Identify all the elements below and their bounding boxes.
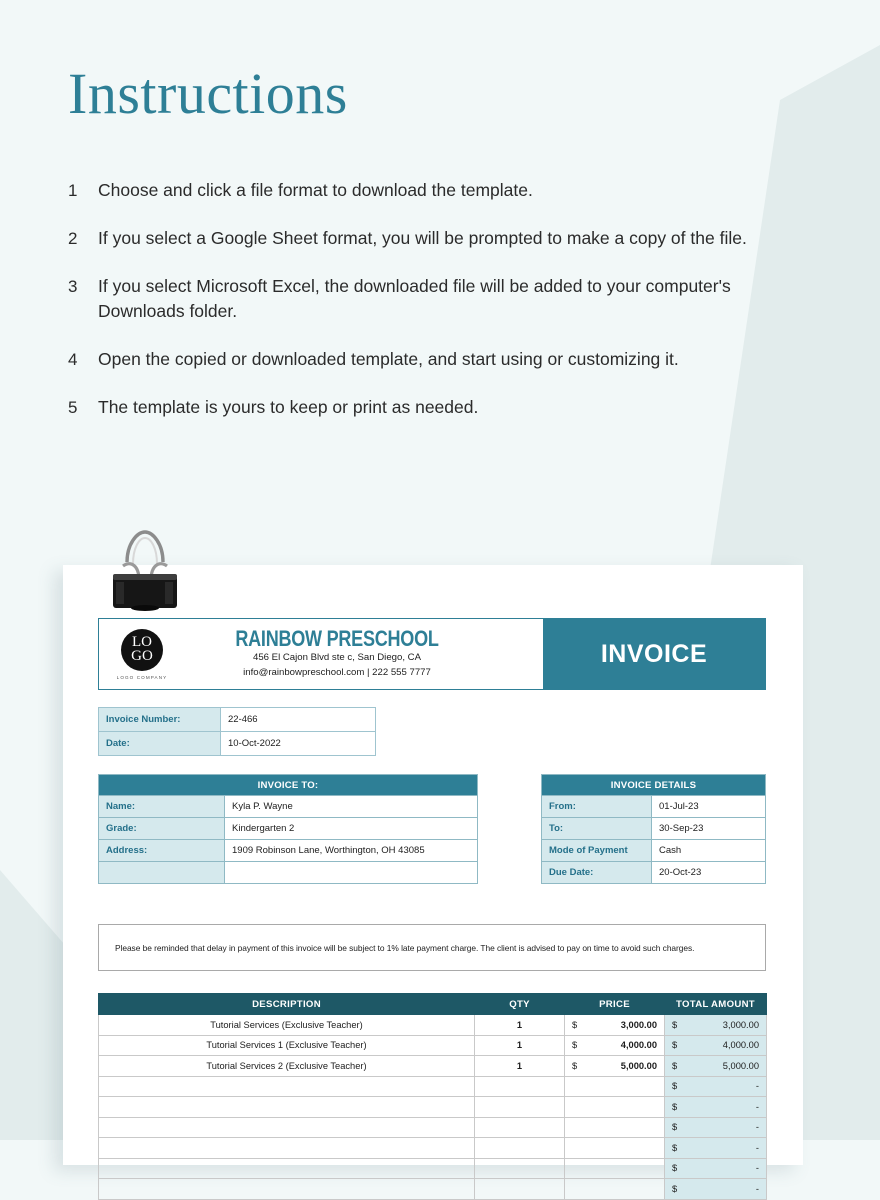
- payment-note-text: Please be reminded that delay in payment of this invoice will be subject to 1% late payment charge. The client is advised to pay on time to avoid such charges.: [115, 942, 695, 953]
- step-number: 3: [68, 276, 78, 296]
- step-number: 4: [68, 350, 78, 370]
- item-price-cell[interactable]: [565, 1097, 665, 1118]
- items-table-row: [99, 1117, 767, 1138]
- instruction-step: [68, 395, 768, 421]
- instructions-section: [0, 0, 880, 421]
- step-text: If you select a Google Sheet format, you will be prompted to make a copy of the file.: [98, 227, 747, 248]
- items-table-row: [99, 1035, 767, 1056]
- item-total-cell[interactable]: [665, 1015, 767, 1036]
- items-table-header-row: [99, 994, 767, 1015]
- item-description[interactable]: Tutorial Services 1 (Exclusive Teacher): [99, 1035, 475, 1056]
- logo-caption: LOGO COMPANY: [116, 674, 168, 680]
- currency-symbol: $: [572, 1040, 578, 1051]
- items-column-header: PRICE: [565, 994, 665, 1015]
- instruction-step: [68, 347, 768, 373]
- invoice-details-table: [541, 774, 766, 884]
- item-total-cell[interactable]: [665, 1035, 767, 1056]
- meta-label: Date:: [99, 732, 221, 756]
- item-total-cell[interactable]: [665, 1097, 767, 1118]
- item-price-cell[interactable]: [565, 1056, 665, 1077]
- field-value[interactable]: [225, 862, 478, 884]
- invoice-paper-sheet: [63, 565, 803, 1194]
- invoice-doc-label: INVOICE: [543, 619, 765, 689]
- item-price-cell[interactable]: [565, 1138, 665, 1159]
- item-description[interactable]: [99, 1097, 475, 1118]
- item-qty[interactable]: 1: [475, 1056, 565, 1077]
- logo-line-1: LO: [132, 633, 152, 650]
- item-qty[interactable]: [475, 1117, 565, 1138]
- item-total-cell[interactable]: [665, 1158, 767, 1179]
- item-qty[interactable]: 1: [475, 1035, 565, 1056]
- invoice-to-row: [99, 840, 478, 862]
- item-description[interactable]: [99, 1117, 475, 1138]
- item-qty[interactable]: 1: [475, 1015, 565, 1036]
- step-number: 5: [68, 398, 78, 418]
- item-total-cell[interactable]: [665, 1076, 767, 1097]
- total-value[interactable]: 3,000.00: [722, 1019, 759, 1030]
- field-label: Name:: [99, 796, 225, 818]
- step-number: 1: [68, 180, 78, 200]
- items-column-header: QTY: [475, 994, 565, 1015]
- items-table-row: [99, 1076, 767, 1097]
- field-value[interactable]: 20-Oct-23: [652, 862, 766, 884]
- invoice-details-row: [542, 796, 766, 818]
- item-qty[interactable]: [475, 1179, 565, 1200]
- meta-value[interactable]: 22-466: [221, 708, 376, 732]
- total-value[interactable]: -: [755, 1163, 759, 1174]
- items-table-row: [99, 1056, 767, 1077]
- total-value[interactable]: 4,000.00: [722, 1040, 759, 1051]
- total-value[interactable]: -: [755, 1081, 759, 1092]
- item-qty[interactable]: [475, 1097, 565, 1118]
- currency-symbol: $: [672, 1081, 678, 1092]
- item-price-cell[interactable]: [565, 1179, 665, 1200]
- item-price-cell[interactable]: [565, 1117, 665, 1138]
- items-column-header: DESCRIPTION: [99, 994, 475, 1015]
- currency-symbol: $: [572, 1019, 578, 1030]
- logo-line-2: GO: [131, 647, 153, 664]
- currency-symbol: $: [672, 1142, 678, 1153]
- currency-symbol: $: [672, 1019, 678, 1030]
- invoice-to-row: [99, 862, 478, 884]
- company-contact: info@rainbowpreschool.com | 222 555 7777: [243, 667, 431, 679]
- invoice-items-table: [98, 993, 767, 1200]
- invoice-details-row: [542, 840, 766, 862]
- field-label: Grade:: [99, 818, 225, 840]
- currency-symbol: $: [672, 1183, 678, 1194]
- total-value[interactable]: -: [755, 1183, 759, 1194]
- item-description[interactable]: [99, 1158, 475, 1179]
- item-total-cell[interactable]: [665, 1117, 767, 1138]
- logo-icon: [121, 629, 163, 671]
- payment-note-box: [98, 924, 766, 971]
- item-description[interactable]: Tutorial Services 2 (Exclusive Teacher): [99, 1056, 475, 1077]
- step-number: 2: [68, 228, 78, 248]
- item-total-cell[interactable]: [665, 1056, 767, 1077]
- field-value[interactable]: Kindergarten 2: [225, 818, 478, 840]
- invoice-to-table: [98, 774, 478, 884]
- field-label: [99, 862, 225, 884]
- items-table-row: [99, 1138, 767, 1159]
- page-title: Instructions: [68, 61, 348, 126]
- binder-clip-icon: [105, 518, 185, 618]
- currency-symbol: $: [672, 1060, 678, 1071]
- price-value[interactable]: 5,000.00: [620, 1060, 657, 1071]
- invoice-info-row: [98, 774, 766, 884]
- currency-symbol: $: [672, 1040, 678, 1051]
- invoice-to-row: [99, 796, 478, 818]
- instruction-step: [68, 178, 768, 204]
- item-total-cell[interactable]: [665, 1179, 767, 1200]
- field-value[interactable]: 01-Jul-23: [652, 796, 766, 818]
- item-qty[interactable]: [475, 1138, 565, 1159]
- price-value[interactable]: 3,000.00: [620, 1019, 657, 1030]
- company-name: RAINBOW PRESCHOOL: [235, 626, 439, 652]
- item-total-cell[interactable]: [665, 1138, 767, 1159]
- total-value[interactable]: 5,000.00: [722, 1060, 759, 1071]
- instruction-step: [68, 226, 768, 252]
- total-value[interactable]: -: [755, 1122, 759, 1133]
- item-description[interactable]: [99, 1138, 475, 1159]
- invoice-header-left: [99, 619, 543, 689]
- currency-symbol: $: [672, 1101, 678, 1112]
- field-value[interactable]: 1909 Robinson Lane, Worthington, OH 43085: [225, 840, 478, 862]
- field-label: Address:: [99, 840, 225, 862]
- items-table-row: [99, 1158, 767, 1179]
- invoice-details-heading: INVOICE DETAILS: [542, 775, 766, 796]
- meta-label: Invoice Number:: [99, 708, 221, 732]
- invoice-to-row: [99, 818, 478, 840]
- item-description[interactable]: Tutorial Services (Exclusive Teacher): [99, 1015, 475, 1036]
- instruction-steps-list: [68, 178, 768, 421]
- step-text: Open the copied or downloaded template, and start using or customizing it.: [98, 349, 679, 370]
- field-value[interactable]: 30-Sep-23: [652, 818, 766, 840]
- field-label: Due Date:: [542, 862, 652, 884]
- item-description[interactable]: [99, 1076, 475, 1097]
- instruction-step: [68, 274, 768, 326]
- step-text: The template is yours to keep or print as needed.: [98, 397, 479, 418]
- items-column-header: TOTAL AMOUNT: [665, 994, 767, 1015]
- currency-symbol: $: [572, 1060, 578, 1071]
- total-value[interactable]: -: [755, 1101, 759, 1112]
- invoice-details-row: [542, 818, 766, 840]
- field-value[interactable]: Kyla P. Wayne: [225, 796, 478, 818]
- logo-block: [113, 629, 171, 680]
- field-label: Mode of Payment: [542, 840, 652, 862]
- item-qty[interactable]: [475, 1158, 565, 1179]
- item-description[interactable]: [99, 1179, 475, 1200]
- company-block: [171, 627, 543, 681]
- item-price-cell[interactable]: [565, 1035, 665, 1056]
- meta-value[interactable]: 10-Oct-2022: [221, 732, 376, 756]
- currency-symbol: $: [672, 1163, 678, 1174]
- items-table-row: [99, 1097, 767, 1118]
- step-text: If you select Microsoft Excel, the downloaded file will be added to your computer's Downloads folder.: [98, 275, 731, 322]
- invoice-meta-row: [99, 732, 376, 756]
- invoice-to-heading: INVOICE TO:: [99, 775, 478, 796]
- field-value[interactable]: Cash: [652, 840, 766, 862]
- step-text: Choose and click a file format to download the template.: [98, 179, 533, 200]
- items-table-row: [99, 1179, 767, 1200]
- items-table-row: [99, 1015, 767, 1036]
- currency-symbol: $: [672, 1122, 678, 1133]
- field-label: From:: [542, 796, 652, 818]
- invoice-details-row: [542, 862, 766, 884]
- invoice-document: [98, 618, 766, 1200]
- item-price-cell[interactable]: [565, 1015, 665, 1036]
- company-address: 456 El Cajon Blvd ste c, San Diego, CA: [253, 652, 421, 664]
- field-label: To:: [542, 818, 652, 840]
- item-qty[interactable]: [475, 1076, 565, 1097]
- total-value[interactable]: -: [755, 1142, 759, 1153]
- invoice-meta-table: [98, 707, 376, 756]
- invoice-header: [98, 618, 766, 690]
- item-price-cell[interactable]: [565, 1158, 665, 1179]
- item-price-cell[interactable]: [565, 1076, 665, 1097]
- price-value[interactable]: 4,000.00: [620, 1040, 657, 1051]
- invoice-meta-row: [99, 708, 376, 732]
